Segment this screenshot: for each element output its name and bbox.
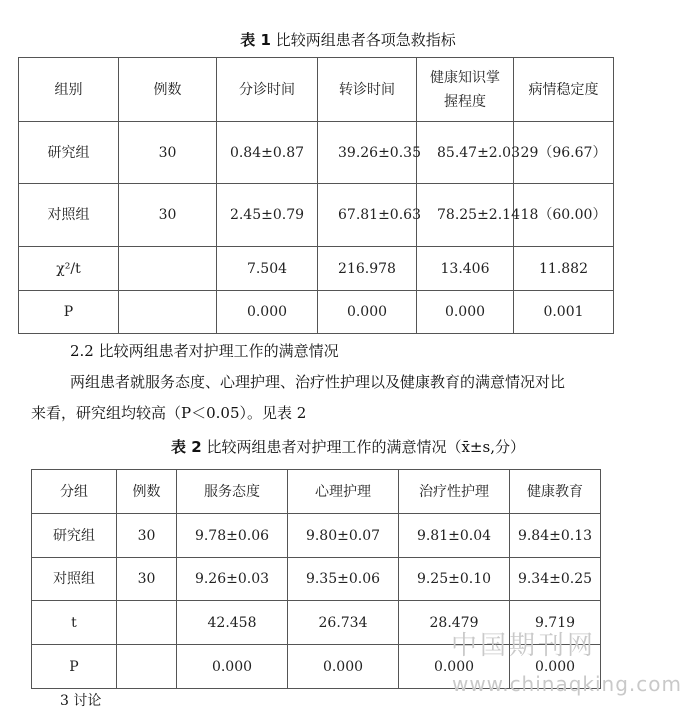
table2-cell: 9.34±0.25 <box>510 558 601 601</box>
table2-cell: 42.458 <box>177 601 288 645</box>
table2-cell: 9.78±0.06 <box>177 514 288 558</box>
table2-cell: t <box>32 601 117 645</box>
table2-cell: 28.479 <box>399 601 510 645</box>
table2-cell: 30 <box>117 558 177 601</box>
table2-cell: 0.000 <box>510 645 601 689</box>
table2-cell: 9.26±0.03 <box>177 558 288 601</box>
table1 <box>18 57 614 334</box>
table1-header-cell: 分诊时间 <box>217 58 318 122</box>
table1-cell: 7.504 <box>217 247 318 291</box>
table-row <box>19 291 614 334</box>
table1-cell: 13.406 <box>417 247 514 291</box>
table2-cell: 0.000 <box>177 645 288 689</box>
table1-cell: 78.25±2.14 <box>417 184 514 247</box>
table2-cell: P <box>32 645 117 689</box>
table1-cell: 67.81±0.63 <box>318 184 417 247</box>
table2-cell: 9.81±0.04 <box>399 514 510 558</box>
table1-cell: 0.000 <box>217 291 318 334</box>
table2-cell: 0.000 <box>288 645 399 689</box>
table2-cell: 9.25±0.10 <box>399 558 510 601</box>
table1-header-cell: 例数 <box>119 58 217 122</box>
table1-cell: 0.000 <box>318 291 417 334</box>
table1-cell: 85.47±2.03 <box>417 122 514 184</box>
table1-header-cell: 病情稳定度 <box>514 58 614 122</box>
table1-cell: 2.45±0.79 <box>217 184 318 247</box>
table1-cell: 30 <box>119 122 217 184</box>
table1-cell: 0.001 <box>514 291 614 334</box>
watermark-cn: 中国期刊网 <box>450 631 596 661</box>
table1-header-cell: 健康知识掌握程度 <box>417 58 514 122</box>
table2-header-cell: 治疗性护理 <box>399 470 510 514</box>
table1-cell: 18（60.00） <box>514 184 614 247</box>
table2-caption-num: 表 2 <box>171 438 202 456</box>
watermark-url: www.chinaqking.com <box>451 672 682 696</box>
table1-cell: 0.000 <box>417 291 514 334</box>
table1-cell: 0.84±0.87 <box>217 122 318 184</box>
next-section-heading: 3 讨论 <box>60 693 102 709</box>
table2-header-cell: 健康教育 <box>510 470 601 514</box>
section-heading: 2.2 比较两组患者对护理工作的满意情况 <box>70 342 339 360</box>
table-row <box>19 184 614 247</box>
table-row <box>19 122 614 184</box>
table2-header-cell: 分组 <box>32 470 117 514</box>
table1-cell <box>119 291 217 334</box>
table1-caption-text: 比较两组患者各项急救指标 <box>275 31 456 49</box>
table2-cell: 9.80±0.07 <box>288 514 399 558</box>
table2-cell: 26.734 <box>288 601 399 645</box>
table2-cell <box>117 645 177 689</box>
table2-cell: 0.000 <box>399 645 510 689</box>
table1-cell: 216.978 <box>318 247 417 291</box>
table2-cell <box>117 601 177 645</box>
table1-cell: 11.882 <box>514 247 614 291</box>
table2-cell: 9.84±0.13 <box>510 514 601 558</box>
table2-header-cell: 心理护理 <box>288 470 399 514</box>
table1-cell: 对照组 <box>19 184 119 247</box>
table1-header-cell: 转诊时间 <box>318 58 417 122</box>
table2-header-cell: 例数 <box>117 470 177 514</box>
table2-caption <box>0 436 696 457</box>
table-row <box>19 247 614 291</box>
table1-cell: P <box>19 291 119 334</box>
table1-header-row <box>19 58 614 122</box>
table1-cell: 30 <box>119 184 217 247</box>
table-row <box>32 558 601 601</box>
table2-cell: 9.35±0.06 <box>288 558 399 601</box>
table1-cell: χ²/t <box>19 247 119 291</box>
table1-caption-num: 表 1 <box>240 31 271 49</box>
table1-cell: 研究组 <box>19 122 119 184</box>
table1-cell <box>119 247 217 291</box>
table2-cell: 9.719 <box>510 601 601 645</box>
table1-caption <box>0 29 696 50</box>
table1-header-cell: 组别 <box>19 58 119 122</box>
table-row <box>32 514 601 558</box>
table2-caption-text: 比较两组患者对护理工作的满意情况（x̄±s,分） <box>206 438 525 456</box>
table2-cell: 对照组 <box>32 558 117 601</box>
table2-cell: 30 <box>117 514 177 558</box>
table1-cell: 29（96.67） <box>514 122 614 184</box>
table2-header-cell: 服务态度 <box>177 470 288 514</box>
table2-cell: 研究组 <box>32 514 117 558</box>
table2-header-row <box>32 470 601 514</box>
paragraph-line: 两组患者就服务态度、心理护理、治疗性护理以及健康教育的满意情况对比 <box>70 373 566 391</box>
table1-cell: 39.26±0.35 <box>318 122 417 184</box>
paragraph-line: 来看，研究组均较高（P＜0.05）。见表 2 <box>31 404 307 422</box>
